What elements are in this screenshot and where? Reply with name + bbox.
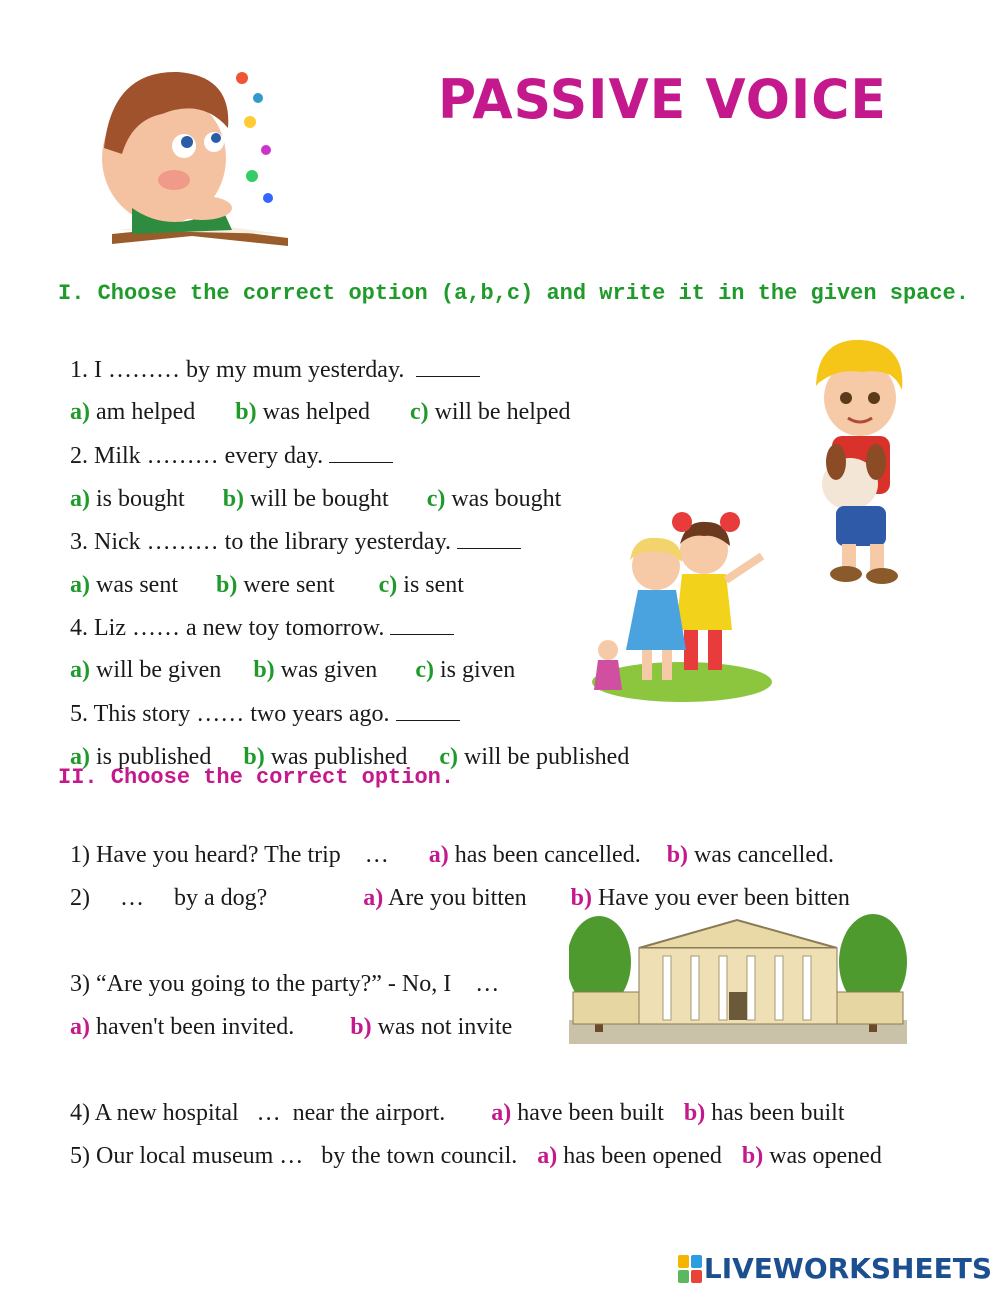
option-c[interactable]: will be helped <box>434 399 571 425</box>
s2-q3: 3) “Are you going to the party?” - No, I … <box>70 971 500 997</box>
q3-options: a) was sent b) were sent c) is sent <box>70 572 464 598</box>
s2-q5: 5) Our local museum … by the town council. a) has been opened b) was opened <box>70 1143 882 1169</box>
q5-text: 5. This story …… two years ago. <box>58 674 460 728</box>
answer-blank[interactable] <box>457 530 521 549</box>
page-title: PASSIVE VOICE <box>438 68 887 132</box>
option-a[interactable]: was sent <box>96 572 178 598</box>
option-a[interactable]: has been cancelled. <box>454 842 641 868</box>
q3-text: 3. Nick ……… to the library yesterday. <box>58 502 521 556</box>
option-b[interactable]: has been built <box>711 1100 845 1126</box>
option-a[interactable]: have been built <box>517 1100 664 1126</box>
q2-options: a) is bought b) will be bought c) was bought <box>70 486 562 512</box>
q4-options: a) will be given b) was given c) is given <box>70 657 516 683</box>
option-a[interactable]: has been opened <box>563 1143 722 1169</box>
museum-building-illustration <box>569 912 907 1044</box>
section2-heading: II. Choose the correct option. <box>58 765 455 790</box>
q1-text: 1. I ……… by my mum yesterday. <box>58 330 480 384</box>
option-b[interactable]: Have you ever been bitten <box>597 885 850 911</box>
q5-options: a) is published b) was published c) will be published <box>70 744 630 770</box>
q4-text: 4. Liz …… a new toy tomorrow. <box>58 588 454 642</box>
boy-reading-illustration <box>92 58 292 250</box>
q1-options: a) am helped b) was helped c) will be helped <box>70 399 571 425</box>
option-b[interactable]: was opened <box>769 1143 882 1169</box>
option-b[interactable]: was cancelled. <box>694 842 834 868</box>
option-b[interactable]: was published <box>270 744 408 770</box>
option-a[interactable]: will be given <box>96 657 222 683</box>
option-a[interactable]: is published <box>96 744 212 770</box>
q2-text: 2. Milk ……… every day. <box>58 416 393 470</box>
option-b[interactable]: were sent <box>243 572 335 598</box>
option-c[interactable]: was bought <box>451 486 562 512</box>
s2-q3-options: a) haven't been invited. b) was not invite <box>70 1014 513 1040</box>
girls-illustration <box>586 510 772 704</box>
boy-with-dog-illustration <box>806 336 910 588</box>
option-a[interactable]: is bought <box>96 486 185 512</box>
option-b[interactable]: was given <box>280 657 378 683</box>
option-c[interactable]: is given <box>439 657 516 683</box>
liveworksheets-logo: LIVEWORKSHEETS <box>678 1252 992 1285</box>
section1-heading: I. Choose the correct option (a,b,c) and write it in the given space. <box>58 281 969 306</box>
option-c[interactable]: will be published <box>464 744 630 770</box>
option-b[interactable]: was helped <box>262 399 370 425</box>
option-a[interactable]: haven't been invited. <box>96 1014 295 1040</box>
option-b[interactable]: will be bought <box>250 486 389 512</box>
logo-mark-icon <box>678 1255 702 1283</box>
option-a[interactable]: am helped <box>96 399 196 425</box>
option-c[interactable]: is sent <box>403 572 464 598</box>
option-b[interactable]: was not invite <box>377 1014 513 1040</box>
s2-q1: 1) Have you heard? The trip … a) has been cancelled. b) was cancelled. <box>70 842 834 868</box>
s2-q2: 2) … by a dog? a) Are you bitten b) Have you ever been bitten <box>70 885 850 911</box>
s2-q4: 4) A new hospital … near the airport. a) have been built b) has been built <box>70 1100 845 1126</box>
option-a[interactable]: Are you bitten <box>387 885 527 911</box>
